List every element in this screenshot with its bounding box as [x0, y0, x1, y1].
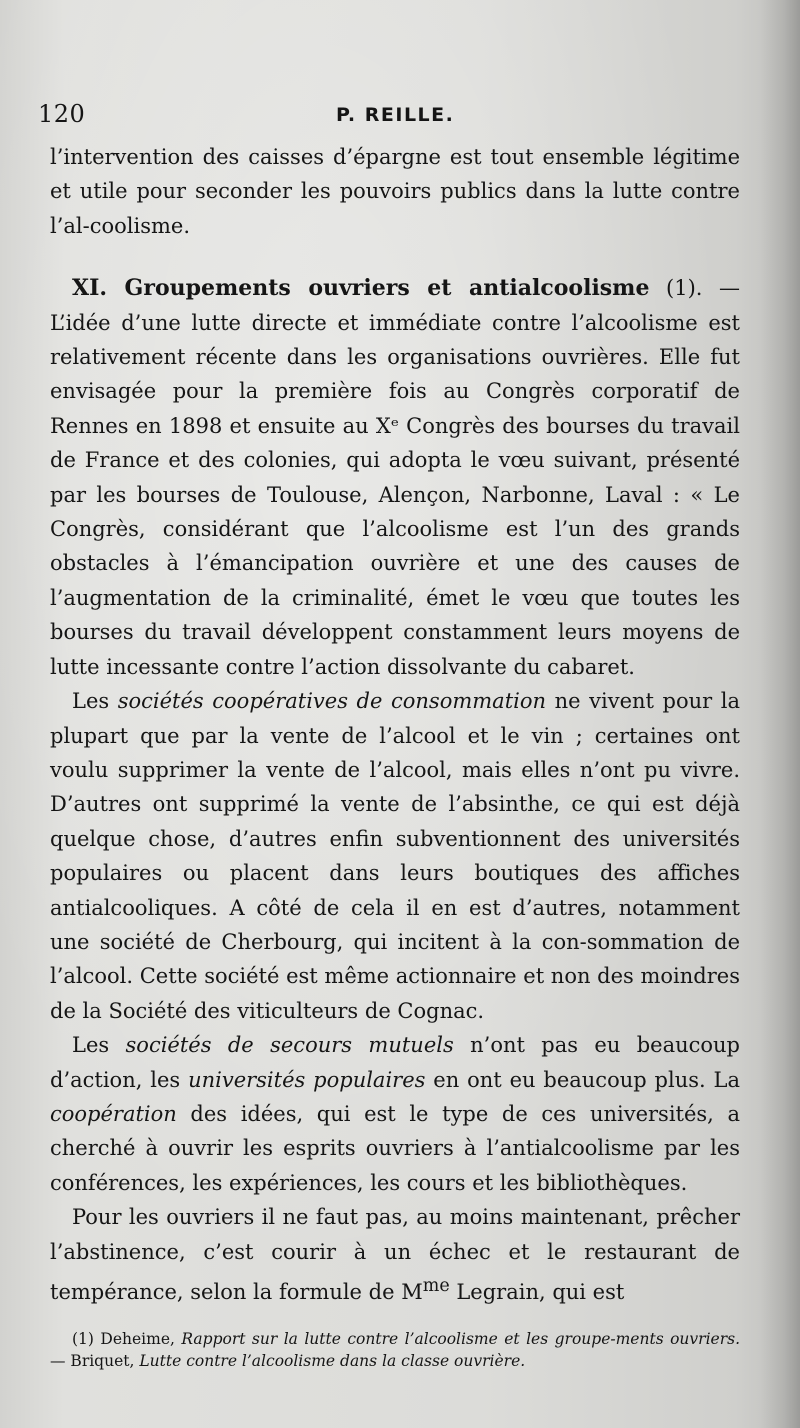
section-heading: XI. Groupements ouvriers et antialcoolisme	[72, 275, 650, 302]
paragraph-continuation	[50, 140, 740, 243]
paragraph-text: n’ont pas eu beaucoup d’action, les	[50, 1033, 741, 1092]
paragraph-text: Les	[72, 689, 118, 714]
emphasis-text: coopération	[50, 1101, 177, 1126]
paragraph-text: en ont eu beaucoup plus. La	[425, 1067, 741, 1092]
footnotes	[50, 1328, 740, 1372]
emphasis-text: sociétés coopératives de consommation	[117, 689, 547, 714]
paragraph	[50, 1028, 740, 1200]
footnote-reference: (1). —	[649, 276, 741, 301]
superscript: me	[422, 1276, 450, 1296]
paragraph-text: des idées, qui est le type de ces universités, a cherché à ouvrir les esprits ouvriers à l’antialcoolisme par les conférences, les expériences, les cours et les bibliothèques.	[50, 1101, 740, 1195]
footnote	[50, 1328, 740, 1372]
page-number: 120	[38, 100, 86, 128]
paragraph	[50, 684, 740, 1028]
footnote-title: Rapport sur la lutte contre l’alcoolisme et les groupe-ments ouvriers.	[181, 1330, 740, 1348]
paragraph-text: Pour les ouvriers il ne faut pas, au moins maintenant, prêcher l’abstinence, c’est courir à un échec et le restaurant de tempérance, selon la formule de M	[50, 1205, 740, 1304]
paragraph-text: Les	[72, 1033, 126, 1058]
paragraph-text: l’intervention des caisses d’épargne est tout ensemble légitime et utile pour seconder les pouvoirs publics dans la lutte contre l’al-coolisme.	[50, 145, 740, 238]
running-head: P. REILLE.	[336, 104, 455, 126]
page-edge-shadow	[760, 0, 800, 1428]
emphasis-text: sociétés de secours mutuels	[125, 1033, 454, 1058]
paragraph-text: ne vivent pour la plupart que par la vente de l’alcool et le vin ; certaines ont voulu supprimer la vente de l’alcool, mais elles n’ont pu vivre. D’autres ont supprimé la vente de l’absinthe, ce qui est déjà quelque chose, d’autres enfin subventionnent des universités populaires ou placent dans leurs boutiques des affiches antialcooliques. A côté de cela il en est d’autres, notamment une société de Cherbourg, qui incitent à la con-sommation de l’alcool. Cette société est même actionnaire et non des moindres de la Société des viticulteurs de Cognac.	[50, 689, 741, 1023]
paragraph-text: L’idée d’une lutte directe et immédiate contre l’alcoolisme est relativement récente dans les organisations ouvrières. Elle fut envisagée pour la première fois au Congrès corporatif de Rennes en 1898 et ensuite au Xᵉ Congrès des bourses du travail de France et des colonies, qui adopta le vœu suivant, présenté par les bourses de Toulouse, Alençon, Narbonne, Laval : « Le Congrès, considérant que l’alcoolisme est l’un des grands obstacles à l’émancipation ouvrière et une des causes de l’augmentation de la criminalité, émet le vœu que toutes les bourses du travail développent constamment leurs moyens de lutte incessante contre l’action dissolvante du cabaret.	[50, 310, 740, 679]
section-paragraph	[50, 271, 740, 684]
paragraph-text: Legrain, qui est	[449, 1280, 625, 1304]
footnote-text: (1) Deheime,	[72, 1330, 182, 1348]
emphasis-text: universités populaires	[188, 1067, 426, 1092]
footnote-text: — Briquet,	[50, 1352, 140, 1370]
page-header	[38, 100, 738, 140]
footnote-title: Lutte contre l’alcoolisme dans la classe ouvrière.	[139, 1352, 526, 1370]
body-text	[50, 140, 740, 1309]
paragraph	[50, 1200, 740, 1309]
